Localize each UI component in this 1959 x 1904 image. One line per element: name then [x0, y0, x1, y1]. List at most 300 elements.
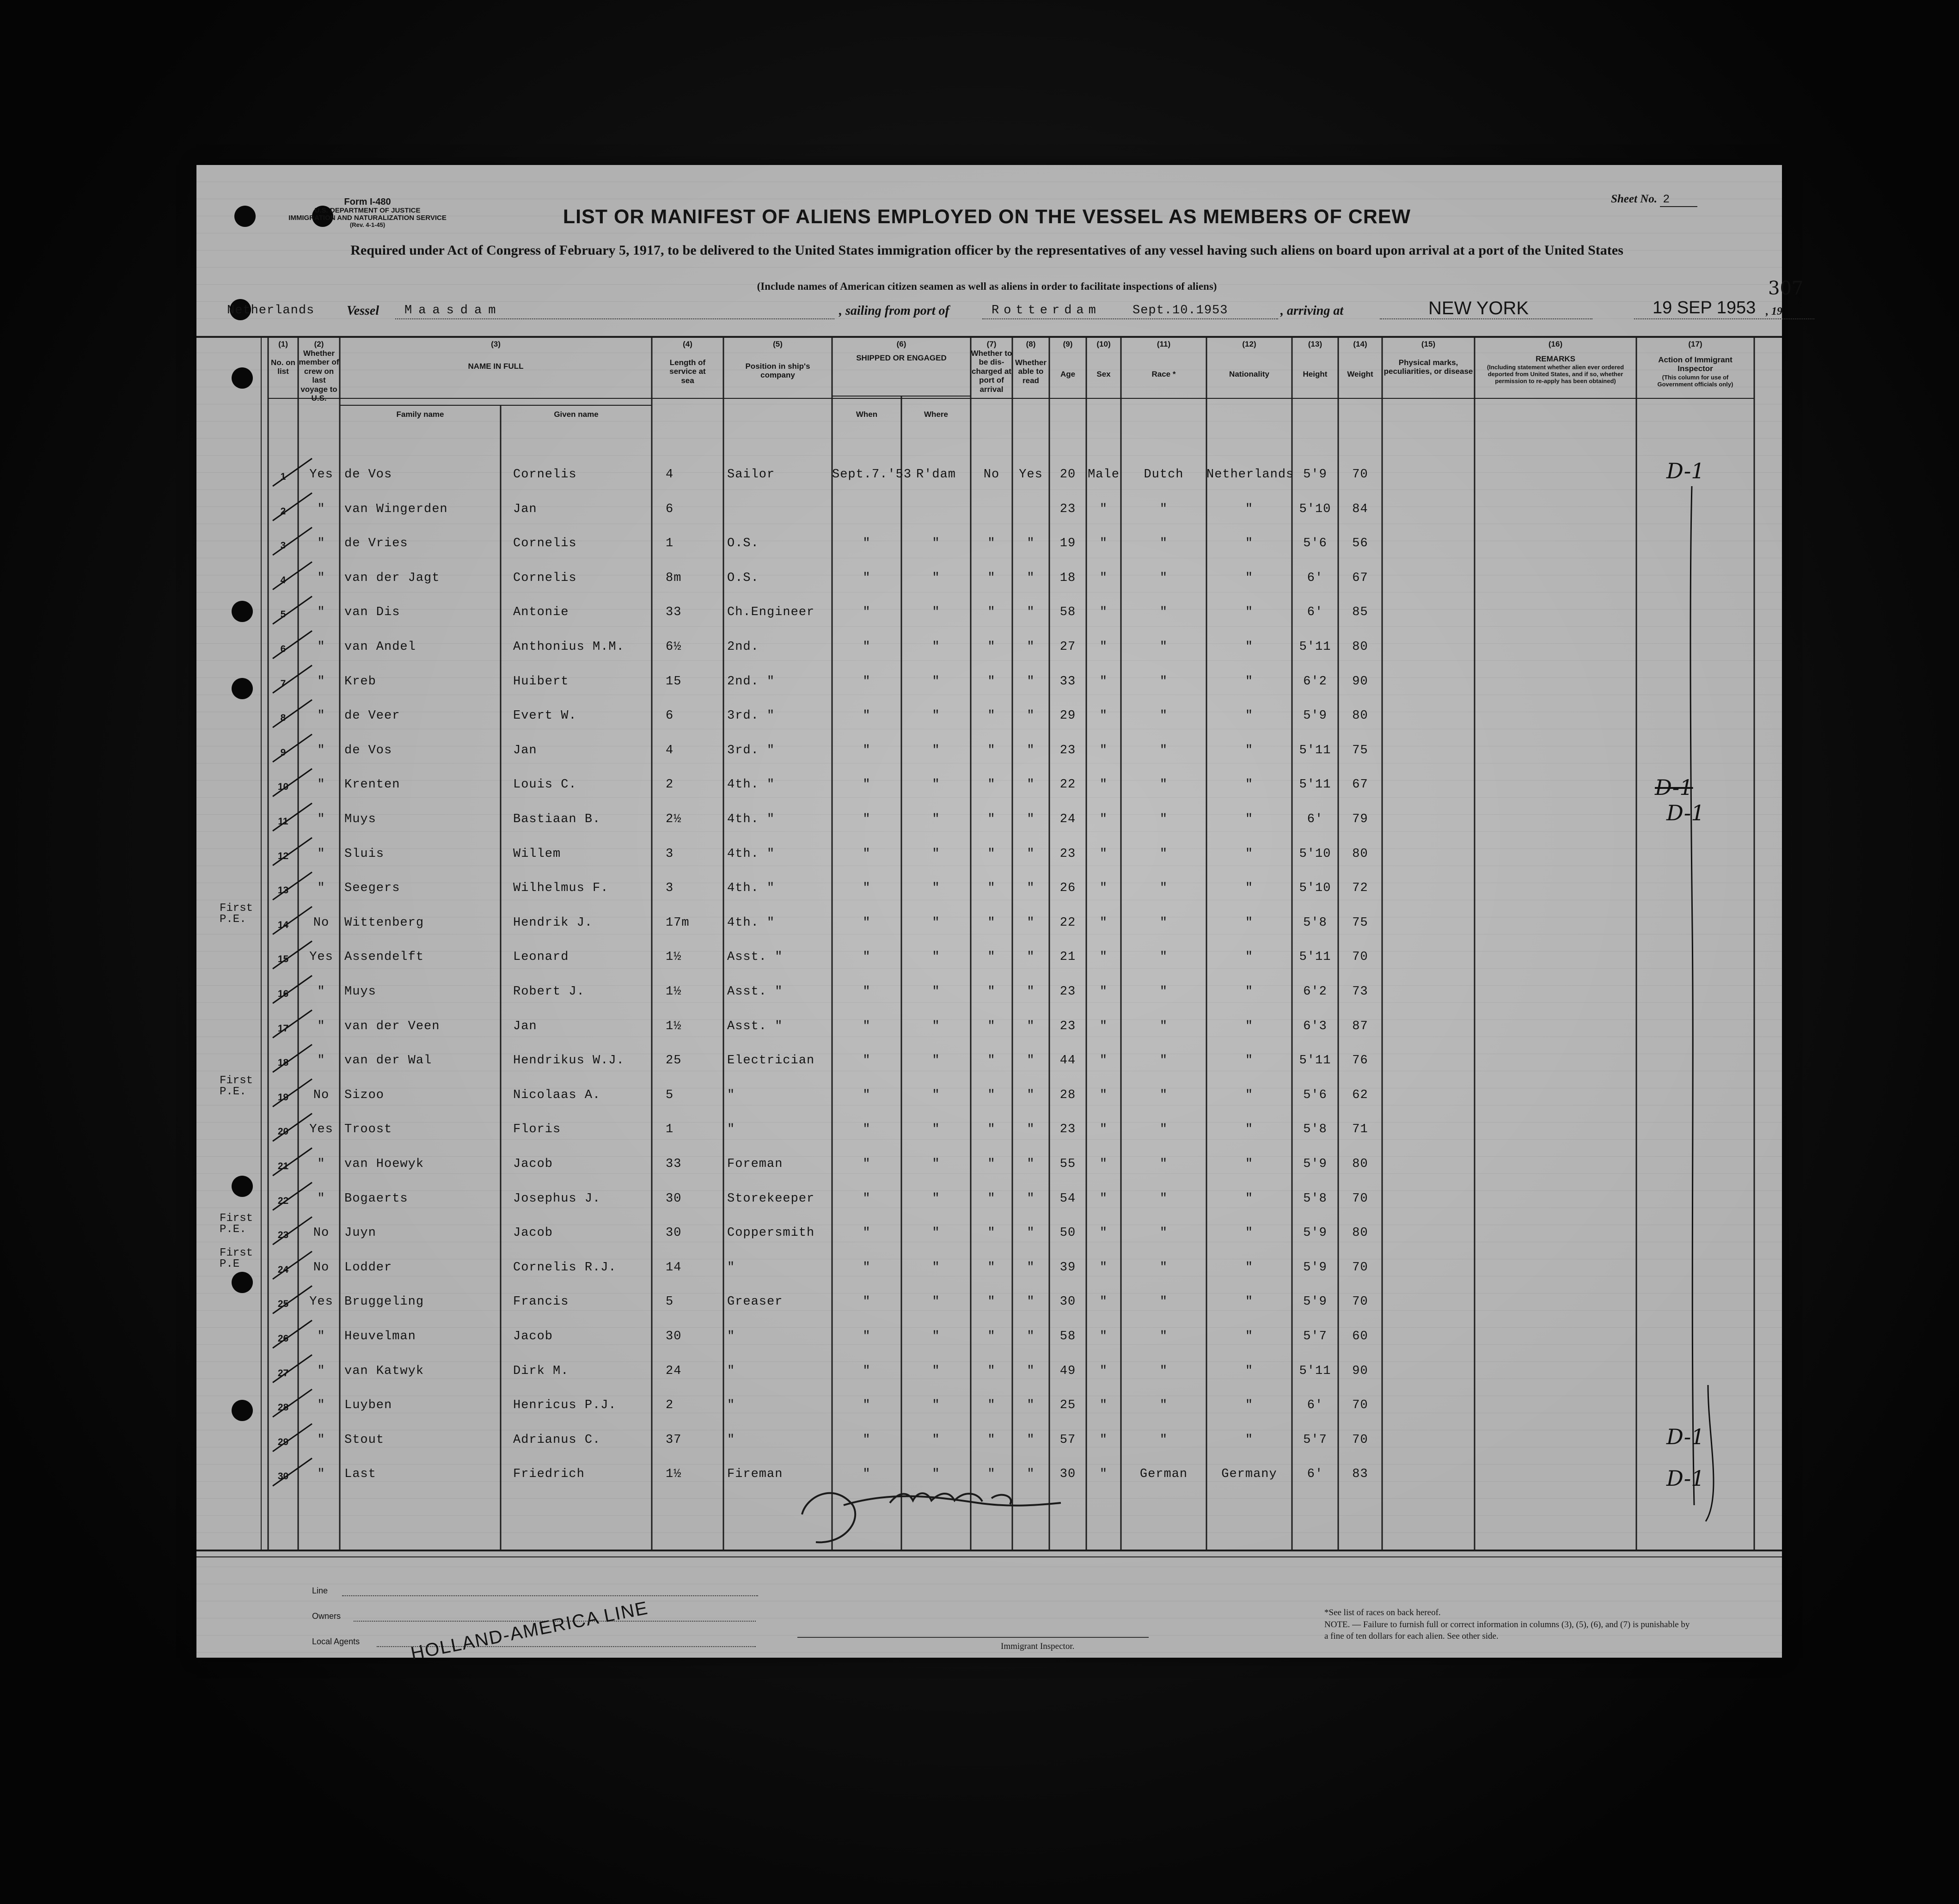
cell-given: Henricus P.J. [513, 1398, 617, 1413]
cell-disch: " [987, 881, 996, 896]
cell-family: Juyn [344, 1226, 376, 1240]
header-when: When [856, 410, 878, 419]
cell-family: Wittenberg [344, 915, 424, 930]
departure-date: Sept.10.1953 [1133, 304, 1228, 317]
header-col13: (13) Height [1303, 340, 1328, 378]
cell-nat: " [1245, 1088, 1254, 1102]
cell-family: Kreb [344, 674, 376, 689]
cell-family: van der Veen [344, 1019, 440, 1033]
cell-read: " [1027, 537, 1035, 551]
cell-given: Adrianus C. [513, 1433, 601, 1447]
cell-prev: " [317, 674, 325, 689]
cell-where: " [932, 1364, 940, 1378]
cell-service: 24 [666, 1364, 682, 1378]
cell-weight: 76 [1352, 1054, 1368, 1068]
cell-disch: " [987, 1260, 996, 1275]
cell-where: " [932, 709, 940, 723]
cell-weight: 79 [1352, 812, 1368, 826]
cell-height: 6'3 [1303, 1019, 1327, 1033]
cell-age: 26 [1059, 881, 1076, 896]
cell-age: 28 [1059, 1088, 1076, 1102]
cell-family: Assendelft [344, 950, 424, 964]
cell-height: 5'9 [1303, 709, 1327, 723]
row-number: 22 [277, 1195, 289, 1206]
footer-note: *See list of races on back hereof. NOTE. — Failure to furnish full or correct information in columns (3), (5), (6), and (7) is punishable by a fine of ten dollars for each alien. See other side. [1324, 1608, 1690, 1642]
cell-height: 5'9 [1303, 1295, 1327, 1309]
cell-read: " [1027, 1226, 1035, 1240]
cell-given: Jan [513, 743, 537, 757]
cell-prev: Yes [309, 468, 333, 482]
cell-disch: " [987, 743, 996, 757]
cell-race: " [1159, 640, 1168, 654]
cell-family: van Andel [344, 640, 416, 654]
cell-position: 3rd. " [727, 743, 775, 757]
cell-where: " [932, 1260, 940, 1275]
cell-when: " [863, 1295, 871, 1309]
row-number: 10 [277, 781, 289, 793]
cell-nat: Germany [1221, 1467, 1277, 1482]
cell-read: " [1027, 1054, 1035, 1068]
cell-age: 18 [1059, 571, 1076, 585]
form-revision: (Rev. 4-1-45) [349, 221, 386, 228]
cell-where: " [932, 674, 940, 689]
row-number: 4 [280, 574, 286, 586]
inspector-mark: D-1 [1666, 458, 1705, 483]
cell-where: " [932, 778, 940, 792]
cell-service: 2 [666, 1398, 674, 1413]
cell-weight: 75 [1352, 915, 1368, 930]
cell-where: " [932, 1398, 940, 1413]
form-number: Form I-480 [344, 197, 391, 207]
header-where: Where [924, 410, 948, 419]
cell-read: " [1027, 709, 1035, 723]
cell-sex: " [1099, 537, 1108, 551]
cell-given: Cornelis R.J. [513, 1260, 617, 1275]
cell-sex: Male [1088, 468, 1120, 482]
row-number: 21 [277, 1161, 289, 1172]
vessel-name: Maasdam [404, 304, 502, 317]
cell-when: " [863, 1467, 871, 1482]
cell-where: " [932, 1157, 940, 1171]
cell-family: de Vos [344, 743, 392, 757]
cell-family: Luyben [344, 1398, 392, 1413]
cell-read: " [1027, 985, 1035, 999]
header-col8: (8) Whether able to read [1015, 340, 1047, 385]
cell-read: " [1027, 1260, 1035, 1275]
cell-height: 5'8 [1303, 1123, 1327, 1137]
cell-disch: " [987, 915, 996, 930]
cell-position: 4th. " [727, 812, 775, 826]
cell-prev: " [317, 1019, 325, 1033]
cell-nat: " [1245, 915, 1254, 930]
row-number: 3 [280, 540, 286, 551]
cell-given: Hendrikus W.J. [513, 1054, 624, 1068]
row-number: 9 [280, 747, 286, 758]
cell-position: " [727, 1364, 735, 1378]
cell-weight: 75 [1352, 743, 1368, 757]
cell-race: " [1159, 1226, 1168, 1240]
cell-weight: 70 [1352, 1295, 1368, 1309]
cell-where: " [932, 537, 940, 551]
agency-service: IMMIGRATION AND NATURALIZATION SERVICE [288, 214, 447, 222]
cell-family: van Katwyk [344, 1364, 424, 1378]
cell-read: " [1027, 1398, 1035, 1413]
vessel-flag: Netherlands [227, 304, 315, 317]
cell-nat: " [1245, 674, 1254, 689]
cell-race: " [1159, 1260, 1168, 1275]
departure-port: Rotterdam [992, 304, 1101, 317]
cell-given: Wilhelmus F. [513, 881, 609, 896]
cell-race: " [1159, 1433, 1168, 1447]
cell-sex: " [1099, 1191, 1108, 1206]
cell-position: Sailor [727, 468, 775, 482]
cell-when: " [863, 1433, 871, 1447]
cell-age: 23 [1059, 502, 1076, 516]
cell-nat: " [1245, 709, 1254, 723]
cell-family: van Dis [344, 605, 400, 620]
cell-sex: " [1099, 1054, 1108, 1068]
cell-family: Muys [344, 985, 376, 999]
cell-service: 1½ [666, 1467, 682, 1482]
row-number: 11 [278, 816, 288, 827]
cell-race: " [1159, 709, 1168, 723]
cell-given: Hendrik J. [513, 915, 593, 930]
cell-family: de Vries [344, 537, 408, 551]
cell-given: Cornelis [513, 468, 577, 482]
cell-service: 30 [666, 1226, 682, 1240]
cell-age: 24 [1059, 812, 1076, 826]
inspector-mark: D-1 [1666, 1466, 1705, 1491]
cell-nat: " [1245, 812, 1254, 826]
row-number: 19 [277, 1092, 289, 1103]
cell-family: van der Wal [344, 1054, 432, 1068]
cell-family: Sizoo [344, 1088, 385, 1102]
cell-position: 4th. " [727, 915, 775, 930]
cell-service: 25 [666, 1054, 682, 1068]
cell-disch: " [987, 1364, 996, 1378]
cell-prev: " [317, 1330, 325, 1343]
cell-weight: 83 [1352, 1467, 1368, 1482]
cell-given: Leonard [513, 950, 569, 964]
arrival-date-stamp: 19 SEP 1953 [1653, 298, 1756, 317]
header-col14: (14) Weight [1347, 340, 1373, 378]
cell-height: 5'7 [1303, 1433, 1327, 1447]
cell-where: " [932, 950, 940, 964]
cell-height: 5'7 [1303, 1330, 1327, 1343]
cell-height: 5'11 [1299, 640, 1331, 654]
cell-race: " [1159, 605, 1168, 620]
cell-when: " [863, 640, 871, 654]
cell-height: 6' [1307, 571, 1323, 585]
cell-age: 54 [1059, 1191, 1076, 1206]
cell-age: 29 [1059, 709, 1076, 723]
cell-read: " [1027, 640, 1035, 654]
cell-read: " [1027, 674, 1035, 689]
cell-nat: " [1245, 985, 1254, 999]
cell-race: " [1159, 1054, 1168, 1068]
cell-family: Seegers [344, 881, 400, 896]
cell-age: 21 [1059, 950, 1076, 964]
cell-position: O.S. [727, 571, 759, 585]
cell-age: 25 [1059, 1398, 1076, 1413]
cell-disch: No [983, 468, 1000, 482]
cell-age: 22 [1059, 915, 1076, 930]
cell-height: 6'2 [1303, 985, 1327, 999]
cell-prev: " [317, 1433, 325, 1447]
row-number: 14 [277, 919, 289, 930]
cell-disch: " [987, 640, 996, 654]
cell-position: 2nd. [727, 640, 759, 654]
cell-weight: 80 [1352, 640, 1368, 654]
header-col4: (4) Length of service at sea [669, 340, 706, 385]
cell-family: van Hoewyk [344, 1157, 424, 1171]
cell-race: " [1159, 1295, 1168, 1309]
cell-service: 6 [666, 709, 674, 723]
cell-given: Evert W. [513, 709, 577, 723]
cell-position: Asst. " [727, 985, 783, 999]
cell-disch: " [987, 812, 996, 826]
first-pe-note: First P.E. [220, 1074, 253, 1098]
cell-given: Dirk M. [513, 1364, 569, 1378]
cell-nat: " [1245, 1226, 1254, 1240]
cell-sex: " [1099, 812, 1108, 826]
cell-position: Ch.Engineer [727, 605, 815, 620]
row-number: 28 [277, 1402, 289, 1413]
cell-race: " [1159, 847, 1168, 861]
row-number: 20 [277, 1126, 289, 1137]
cell-service: 1 [666, 1123, 674, 1137]
cell-nat: " [1245, 537, 1254, 551]
cell-position: Foreman [727, 1157, 783, 1171]
cell-given: Nicolaas A. [513, 1088, 601, 1102]
cell-prev: Yes [309, 1295, 333, 1309]
cell-prev: " [317, 778, 325, 792]
cell-service: 15 [666, 674, 682, 689]
cell-prev: No [313, 1088, 330, 1102]
cell-weight: 56 [1352, 537, 1368, 551]
cell-nat: " [1245, 640, 1254, 654]
header-col6: (6) SHIPPED OR ENGAGED [856, 340, 947, 362]
cell-read: " [1027, 571, 1035, 585]
year-suffix: , 19 [1766, 305, 1782, 317]
cell-race: " [1159, 502, 1168, 516]
cell-when: " [863, 743, 871, 757]
cell-disch: " [987, 1433, 996, 1447]
cell-age: 23 [1059, 1123, 1076, 1137]
cell-given: Jacob [513, 1330, 553, 1343]
cell-nat: " [1245, 1398, 1254, 1413]
cell-height: 5'10 [1299, 847, 1331, 861]
cell-nat: " [1245, 950, 1254, 964]
cell-nat: " [1245, 1260, 1254, 1275]
cell-service: 2 [666, 778, 674, 792]
cell-height: 5'11 [1299, 950, 1331, 964]
cell-sex: " [1099, 1226, 1108, 1240]
page-title: LIST OR MANIFEST OF ALIENS EMPLOYED ON THE VESSEL AS MEMBERS OF CREW [563, 206, 1411, 228]
cell-service: 33 [666, 605, 682, 620]
cell-age: 57 [1059, 1433, 1076, 1447]
cell-sex: " [1099, 674, 1108, 689]
cell-weight: 90 [1352, 674, 1368, 689]
sheet-value: 2 [1660, 193, 1697, 207]
cell-nat: " [1245, 571, 1254, 585]
cell-nat: " [1245, 1295, 1254, 1309]
cell-service: 17m [666, 915, 690, 930]
cell-race: " [1159, 950, 1168, 964]
local-agents-label: Local Agents [312, 1637, 360, 1646]
cell-race: " [1159, 1088, 1168, 1102]
cell-race: " [1159, 1398, 1168, 1413]
cell-weight: 90 [1352, 1364, 1368, 1378]
cell-service: 1½ [666, 1019, 682, 1033]
cell-given: Jacob [513, 1157, 553, 1171]
cell-nat: " [1245, 605, 1254, 620]
cell-family: Stout [344, 1433, 385, 1447]
cell-weight: 80 [1352, 1157, 1368, 1171]
cell-age: 23 [1059, 743, 1076, 757]
header-col16: (16) REMARKS (Including statement whether alien ever ordered deported from United States, and if so, whether permission to re-apply has been obtained) [1487, 340, 1624, 384]
cell-sex: " [1099, 605, 1108, 620]
cell-service: 30 [666, 1191, 682, 1206]
cell-when: " [863, 1260, 871, 1275]
cell-service: 5 [666, 1088, 674, 1102]
header-col9: (9) Age [1060, 340, 1076, 378]
cell-sex: " [1099, 1019, 1108, 1033]
cell-disch: " [987, 537, 996, 551]
cell-race: " [1159, 674, 1168, 689]
manifest-sheet [196, 165, 1804, 1664]
cell-nat: " [1245, 1157, 1254, 1171]
cell-race: " [1159, 985, 1168, 999]
cell-age: 39 [1059, 1260, 1076, 1275]
header-family-name: Family name [396, 410, 444, 419]
cell-prev: " [317, 1467, 325, 1482]
cell-prev: " [317, 881, 325, 896]
cell-age: 55 [1059, 1157, 1076, 1171]
cell-disch: " [987, 847, 996, 861]
cell-where: " [932, 985, 940, 999]
company-stamp: HOLLAND-AMERICA LINE [409, 1598, 650, 1664]
cell-read: " [1027, 743, 1035, 757]
row-number: 25 [277, 1299, 289, 1310]
cell-position: " [727, 1398, 735, 1413]
cell-service: 6½ [666, 640, 682, 654]
header-col1: (1) No. on list [271, 340, 295, 376]
cell-position: Electrician [727, 1054, 815, 1068]
cell-position: 3rd. " [727, 709, 775, 723]
cell-given: Cornelis [513, 537, 577, 551]
header-col3: (3) NAME IN FULL [468, 340, 524, 371]
cell-when: Sept.7.'53 [832, 468, 912, 482]
header-col11: (11) Race * [1151, 340, 1176, 378]
cell-age: 30 [1059, 1295, 1076, 1309]
row-number: 27 [277, 1367, 289, 1379]
vessel-label: Vessel [347, 304, 379, 318]
cell-prev: " [317, 985, 325, 999]
cell-prev: Yes [309, 1123, 333, 1137]
row-number: 24 [277, 1264, 289, 1275]
header-col7: (7) Whether to be dis- charged at port of arrival [971, 340, 1012, 394]
cell-read: " [1027, 778, 1035, 792]
cell-where: " [932, 881, 940, 896]
cell-height: 5'6 [1303, 537, 1327, 551]
cell-given: Louis C. [513, 778, 577, 792]
cell-where: " [932, 743, 940, 757]
cell-where: " [932, 571, 940, 585]
cell-service: 1 [666, 537, 674, 551]
cell-age: 50 [1059, 1226, 1076, 1240]
cell-service: 1½ [666, 985, 682, 999]
cell-given: Floris [513, 1123, 561, 1137]
cell-when: " [863, 571, 871, 585]
line-label: Line [312, 1586, 328, 1595]
cell-disch: " [987, 1467, 996, 1482]
cell-height: 5'11 [1299, 743, 1331, 757]
cell-height: 6' [1307, 605, 1323, 620]
cell-weight: 62 [1352, 1088, 1368, 1102]
cell-prev: " [317, 605, 325, 620]
cell-nat: " [1245, 1191, 1254, 1206]
header-col5: (5) Position in ship's company [745, 340, 810, 380]
cell-prev: " [317, 812, 325, 826]
cell-race: " [1159, 881, 1168, 896]
cell-weight: 70 [1352, 950, 1368, 964]
cell-prev: " [317, 537, 325, 551]
cell-when: " [863, 778, 871, 792]
row-number: 7 [280, 678, 286, 689]
cell-position: O.S. [727, 537, 759, 551]
cell-family: van der Jagt [344, 571, 440, 585]
cell-nat: " [1245, 1364, 1254, 1378]
cell-service: 6 [666, 502, 674, 516]
row-number: 23 [277, 1230, 289, 1241]
arriving-label: , arriving at [1280, 304, 1344, 318]
cell-when: " [863, 1123, 871, 1137]
cell-age: 58 [1059, 605, 1076, 620]
row-number: 18 [277, 1057, 289, 1068]
cell-prev: " [317, 847, 325, 861]
cell-service: 33 [666, 1157, 682, 1171]
cell-where: " [932, 640, 940, 654]
cell-when: " [863, 881, 871, 896]
cell-sex: " [1099, 743, 1108, 757]
cell-read: " [1027, 1157, 1035, 1171]
cell-given: Huibert [513, 674, 569, 689]
row-number: 2 [280, 506, 286, 517]
cell-race: " [1159, 915, 1168, 930]
cell-family: Bogaerts [344, 1191, 408, 1206]
cell-nat: " [1245, 1054, 1254, 1068]
cell-service: 4 [666, 743, 674, 757]
cell-height: 6' [1307, 1398, 1323, 1413]
cell-age: 44 [1059, 1054, 1076, 1068]
cell-weight: 85 [1352, 605, 1368, 620]
cell-nat: " [1245, 881, 1254, 896]
cell-disch: " [987, 674, 996, 689]
cell-service: 5 [666, 1295, 674, 1309]
cell-disch: " [987, 950, 996, 964]
cell-age: 23 [1059, 1019, 1076, 1033]
cell-nat: Netherlands [1206, 468, 1294, 482]
cell-family: Lodder [344, 1260, 392, 1275]
cell-prev: " [317, 743, 325, 757]
cell-given: Jacob [513, 1226, 553, 1240]
cell-sex: " [1099, 778, 1108, 792]
cell-prev: No [313, 1226, 330, 1240]
cell-weight: 70 [1352, 468, 1368, 482]
cell-position: Storekeeper [727, 1191, 815, 1206]
cell-when: " [863, 950, 871, 964]
